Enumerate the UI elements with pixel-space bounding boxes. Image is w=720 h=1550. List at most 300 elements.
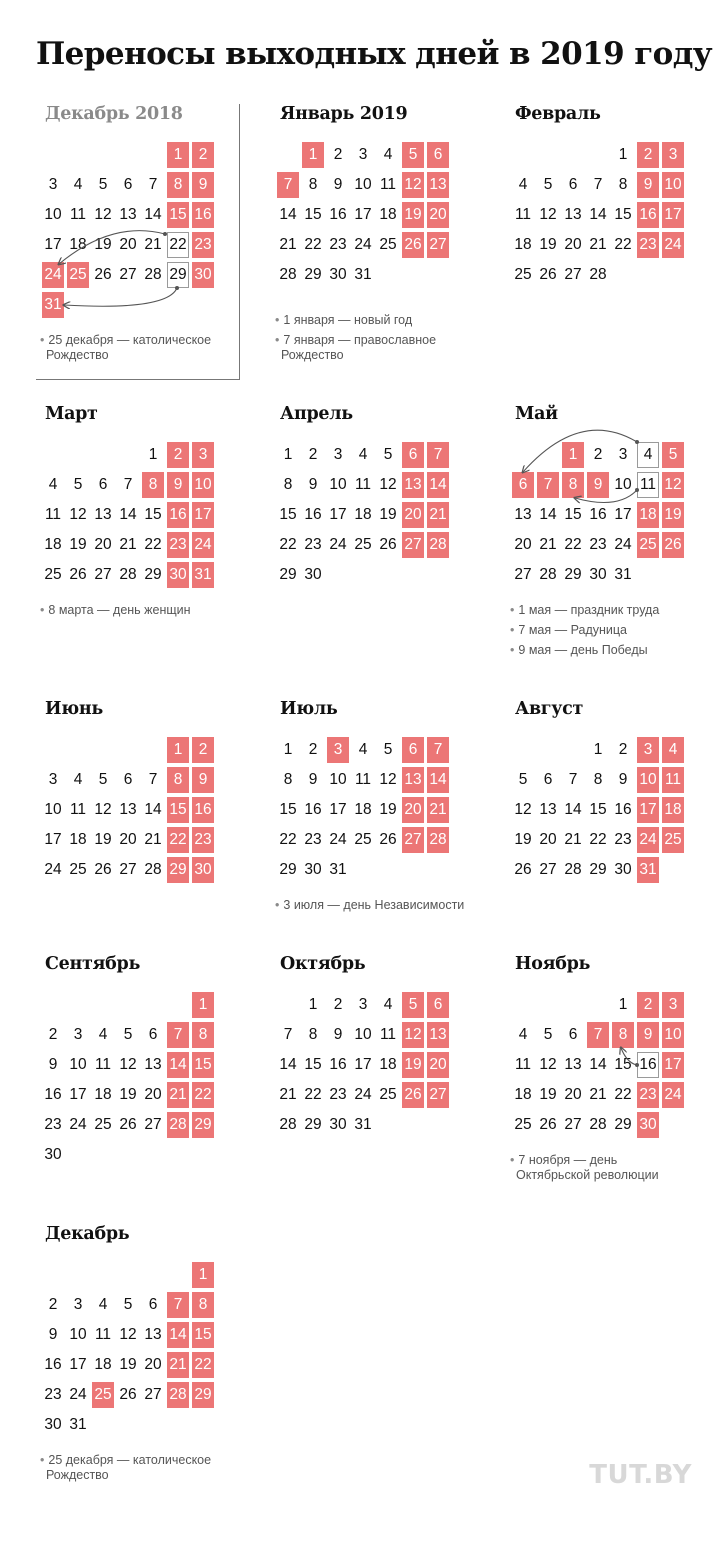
day-jan-23: 23	[329, 236, 347, 253]
day-apr-1: 1	[283, 446, 293, 463]
day-aug-2: 2	[618, 741, 628, 758]
day-apr-9: 9	[308, 476, 318, 493]
day-jul-12: 12	[379, 771, 397, 788]
day-sep-29: 29	[192, 1112, 214, 1138]
day-mar-28: 28	[119, 566, 137, 583]
day-oct-9: 9	[333, 1026, 343, 1043]
day-dec-2018-11: 11	[69, 206, 87, 223]
note-text: Октябрьской революции	[516, 1168, 659, 1182]
note-bullet: •	[275, 333, 280, 347]
day-jun-23: 23	[192, 827, 214, 853]
day-jun-9: 9	[192, 767, 214, 793]
day-sep-15: 15	[192, 1052, 214, 1078]
day-jan-20: 20	[427, 202, 449, 228]
day-jun-7: 7	[148, 771, 158, 788]
day-may-23: 23	[589, 536, 607, 553]
day-sep-16: 16	[44, 1086, 62, 1103]
day-mar-25: 25	[44, 566, 62, 583]
day-oct-28: 28	[279, 1116, 297, 1133]
month-title-feb: Февраль	[515, 104, 601, 124]
day-jul-10: 10	[329, 771, 347, 788]
day-feb-28: 28	[589, 266, 607, 283]
day-jul-3: 3	[327, 737, 349, 763]
transfer-arrow-origin-dot	[175, 286, 179, 290]
day-jan-7: 7	[277, 172, 299, 198]
day-jun-13: 13	[119, 801, 137, 818]
day-jan-14: 14	[279, 206, 297, 223]
day-apr-21: 21	[427, 502, 449, 528]
transfer-arrow-dec-2018-29-to-31	[64, 288, 177, 306]
month-title-dec: Декабрь	[45, 1224, 130, 1244]
day-oct-24: 24	[354, 1086, 372, 1103]
day-may-7: 7	[537, 472, 559, 498]
day-apr-14: 14	[427, 472, 449, 498]
day-oct-12: 12	[402, 1022, 424, 1048]
month-title-mar: Март	[45, 404, 98, 424]
day-apr-20: 20	[402, 502, 424, 528]
day-oct-21: 21	[279, 1086, 297, 1103]
day-mar-4: 4	[48, 476, 58, 493]
day-feb-26: 26	[539, 266, 557, 283]
day-jun-5: 5	[98, 771, 108, 788]
day-mar-13: 13	[94, 506, 112, 523]
day-apr-15: 15	[279, 506, 297, 523]
day-sep-18: 18	[94, 1086, 112, 1103]
day-sep-20: 20	[144, 1086, 162, 1103]
day-jan-27: 27	[427, 232, 449, 258]
day-jul-29: 29	[279, 861, 297, 878]
day-jun-25: 25	[69, 861, 87, 878]
transfer-arrow-origin-dot	[163, 232, 167, 236]
day-jun-8: 8	[167, 767, 189, 793]
day-jul-4: 4	[358, 741, 368, 758]
note-bullet: •	[40, 603, 45, 617]
day-sep-6: 6	[148, 1026, 158, 1043]
day-apr-3: 3	[333, 446, 343, 463]
day-oct-31: 31	[354, 1116, 372, 1133]
day-jul-15: 15	[279, 801, 297, 818]
day-feb-25: 25	[514, 266, 532, 283]
day-jan-26: 26	[402, 232, 424, 258]
day-nov-12: 12	[539, 1056, 557, 1073]
day-may-1: 1	[562, 442, 584, 468]
day-feb-3: 3	[662, 142, 684, 168]
day-aug-18: 18	[662, 797, 684, 823]
month-title-oct: Октябрь	[280, 954, 366, 974]
day-sep-1: 1	[192, 992, 214, 1018]
day-jul-30: 30	[304, 861, 322, 878]
day-dec-20: 20	[144, 1356, 162, 1373]
day-may-20: 20	[514, 536, 532, 553]
day-jul-8: 8	[283, 771, 293, 788]
note-bullet: •	[510, 643, 515, 657]
note-text: Рождество	[46, 1468, 109, 1482]
day-jun-12: 12	[94, 801, 112, 818]
note-bullet: •	[40, 1453, 45, 1467]
day-mar-10: 10	[192, 472, 214, 498]
day-nov-28: 28	[589, 1116, 607, 1133]
day-oct-5: 5	[402, 992, 424, 1018]
day-aug-21: 21	[564, 831, 582, 848]
day-feb-16: 16	[637, 202, 659, 228]
day-dec-9: 9	[48, 1326, 58, 1343]
day-jan-16: 16	[329, 206, 347, 223]
day-jan-5: 5	[402, 142, 424, 168]
day-dec-2018-14: 14	[144, 206, 162, 223]
day-dec-5: 5	[123, 1296, 133, 1313]
day-sep-12: 12	[119, 1056, 137, 1073]
day-apr-19: 19	[379, 506, 397, 523]
day-jun-22: 22	[167, 827, 189, 853]
note-bullet: •	[275, 313, 280, 327]
day-may-26: 26	[662, 532, 684, 558]
day-jan-6: 6	[427, 142, 449, 168]
day-oct-17: 17	[354, 1056, 372, 1073]
day-jan-28: 28	[279, 266, 297, 283]
day-mar-30: 30	[167, 562, 189, 588]
day-may-12: 12	[662, 472, 684, 498]
day-feb-23: 23	[637, 232, 659, 258]
day-feb-4: 4	[518, 176, 528, 193]
day-aug-7: 7	[568, 771, 578, 788]
day-dec-31: 31	[69, 1416, 87, 1433]
day-jun-28: 28	[144, 861, 162, 878]
day-nov-1: 1	[618, 996, 628, 1013]
day-jan-2: 2	[333, 146, 343, 163]
day-aug-30: 30	[614, 861, 632, 878]
day-nov-8: 8	[612, 1022, 634, 1048]
day-sep-30: 30	[44, 1146, 62, 1163]
day-jun-3: 3	[48, 771, 58, 788]
day-nov-26: 26	[539, 1116, 557, 1133]
day-dec-2018-20: 20	[119, 236, 137, 253]
day-dec-11: 11	[94, 1326, 112, 1343]
day-oct-14: 14	[279, 1056, 297, 1073]
day-jul-27: 27	[402, 827, 424, 853]
month-title-dec-2018: Декабрь 2018	[45, 104, 183, 124]
day-nov-3: 3	[662, 992, 684, 1018]
day-jul-5: 5	[383, 741, 393, 758]
day-nov-9: 9	[637, 1022, 659, 1048]
day-may-3: 3	[618, 446, 628, 463]
day-dec-2018-4: 4	[73, 176, 83, 193]
day-feb-20: 20	[564, 236, 582, 253]
day-jan-8: 8	[308, 176, 318, 193]
day-aug-13: 13	[539, 801, 557, 818]
day-sep-28: 28	[167, 1112, 189, 1138]
day-jun-27: 27	[119, 861, 137, 878]
day-apr-5: 5	[383, 446, 393, 463]
day-may-18: 18	[637, 502, 659, 528]
day-aug-27: 27	[539, 861, 557, 878]
day-jan-29: 29	[304, 266, 322, 283]
day-dec-2018-3: 3	[48, 176, 58, 193]
day-nov-14: 14	[589, 1056, 607, 1073]
day-feb-9: 9	[637, 172, 659, 198]
day-oct-10: 10	[354, 1026, 372, 1043]
day-feb-17: 17	[662, 202, 684, 228]
month-title-may: Май	[515, 404, 558, 424]
day-jun-16: 16	[192, 797, 214, 823]
day-jul-2: 2	[308, 741, 318, 758]
day-aug-6: 6	[543, 771, 553, 788]
day-nov-7: 7	[587, 1022, 609, 1048]
day-dec-2018-7: 7	[148, 176, 158, 193]
day-jul-17: 17	[329, 801, 347, 818]
note-bullet: •	[510, 623, 515, 637]
day-dec-1: 1	[192, 1262, 214, 1288]
day-jul-22: 22	[279, 831, 297, 848]
day-sep-22: 22	[192, 1082, 214, 1108]
day-jun-26: 26	[94, 861, 112, 878]
day-nov-5: 5	[543, 1026, 553, 1043]
day-dec-28: 28	[167, 1382, 189, 1408]
day-may-15: 15	[564, 506, 582, 523]
day-mar-15: 15	[144, 506, 162, 523]
day-sep-17: 17	[69, 1086, 87, 1103]
day-dec-2018-10: 10	[44, 206, 62, 223]
day-dec-2018-1: 1	[167, 142, 189, 168]
day-may-19: 19	[662, 502, 684, 528]
day-nov-22: 22	[614, 1086, 632, 1103]
day-may-30: 30	[589, 566, 607, 583]
day-dec-2018-23: 23	[192, 232, 214, 258]
day-nov-15: 15	[614, 1056, 632, 1073]
day-nov-25: 25	[514, 1116, 532, 1133]
day-oct-25: 25	[379, 1086, 397, 1103]
day-feb-15: 15	[614, 206, 632, 223]
day-apr-25: 25	[354, 536, 372, 553]
day-dec-2018-6: 6	[123, 176, 133, 193]
day-jul-18: 18	[354, 801, 372, 818]
day-oct-22: 22	[304, 1086, 322, 1103]
day-sep-2: 2	[48, 1026, 58, 1043]
day-jul-13: 13	[402, 767, 424, 793]
day-may-24: 24	[614, 536, 632, 553]
note-text: Рождество	[281, 348, 344, 362]
day-nov-20: 20	[564, 1086, 582, 1103]
day-aug-15: 15	[589, 801, 607, 818]
day-mar-2: 2	[167, 442, 189, 468]
day-dec-10: 10	[69, 1326, 87, 1343]
note-text: 7 мая — Радуница	[518, 623, 627, 637]
day-nov-4: 4	[518, 1026, 528, 1043]
day-jul-9: 9	[308, 771, 318, 788]
day-dec-2018-26: 26	[94, 266, 112, 283]
day-may-22: 22	[564, 536, 582, 553]
day-dec-29: 29	[192, 1382, 214, 1408]
day-feb-14: 14	[589, 206, 607, 223]
day-aug-8: 8	[593, 771, 603, 788]
day-may-27: 27	[514, 566, 532, 583]
day-jul-31: 31	[329, 861, 347, 878]
day-may-16: 16	[589, 506, 607, 523]
day-feb-21: 21	[589, 236, 607, 253]
day-jun-4: 4	[73, 771, 83, 788]
day-aug-29: 29	[589, 861, 607, 878]
day-jan-1: 1	[302, 142, 324, 168]
day-sep-19: 19	[119, 1086, 137, 1103]
day-dec-2018-13: 13	[119, 206, 137, 223]
day-jan-17: 17	[354, 206, 372, 223]
day-mar-17: 17	[192, 502, 214, 528]
day-feb-7: 7	[593, 176, 603, 193]
day-mar-31: 31	[192, 562, 214, 588]
day-apr-8: 8	[283, 476, 293, 493]
day-jul-20: 20	[402, 797, 424, 823]
day-nov-2: 2	[637, 992, 659, 1018]
note-text: 1 мая — праздник труда	[518, 603, 660, 617]
day-oct-8: 8	[308, 1026, 318, 1043]
transfer-arrow-may-11-to-8	[575, 490, 637, 503]
day-may-11: 11	[637, 472, 659, 498]
day-feb-8: 8	[618, 176, 628, 193]
day-dec-2018-27: 27	[119, 266, 137, 283]
day-nov-19: 19	[539, 1086, 557, 1103]
day-may-2: 2	[593, 446, 603, 463]
day-feb-22: 22	[614, 236, 632, 253]
day-jan-25: 25	[379, 236, 397, 253]
day-mar-19: 19	[69, 536, 87, 553]
day-mar-26: 26	[69, 566, 87, 583]
day-dec-24: 24	[69, 1386, 87, 1403]
day-jan-9: 9	[333, 176, 343, 193]
day-apr-11: 11	[354, 476, 372, 493]
day-mar-3: 3	[192, 442, 214, 468]
day-dec-27: 27	[144, 1386, 162, 1403]
day-dec-2018-9: 9	[192, 172, 214, 198]
day-nov-29: 29	[614, 1116, 632, 1133]
day-sep-21: 21	[167, 1082, 189, 1108]
day-aug-4: 4	[662, 737, 684, 763]
day-jun-30: 30	[192, 857, 214, 883]
day-aug-22: 22	[589, 831, 607, 848]
day-aug-3: 3	[637, 737, 659, 763]
day-may-21: 21	[539, 536, 557, 553]
day-mar-9: 9	[167, 472, 189, 498]
day-dec-4: 4	[98, 1296, 108, 1313]
day-feb-18: 18	[514, 236, 532, 253]
day-jun-11: 11	[69, 801, 87, 818]
day-jul-21: 21	[427, 797, 449, 823]
day-mar-11: 11	[44, 506, 62, 523]
day-dec-21: 21	[167, 1352, 189, 1378]
day-apr-7: 7	[427, 442, 449, 468]
day-oct-15: 15	[304, 1056, 322, 1073]
day-nov-17: 17	[662, 1052, 684, 1078]
day-apr-22: 22	[279, 536, 297, 553]
note-text: 1 января — новый год	[283, 313, 413, 327]
day-apr-16: 16	[304, 506, 322, 523]
day-oct-7: 7	[283, 1026, 293, 1043]
note-bullet: •	[40, 333, 45, 347]
day-feb-10: 10	[662, 172, 684, 198]
day-oct-16: 16	[329, 1056, 347, 1073]
day-aug-28: 28	[564, 861, 582, 878]
day-dec-2018-19: 19	[94, 236, 112, 253]
day-feb-6: 6	[568, 176, 578, 193]
day-apr-24: 24	[329, 536, 347, 553]
note-text: 25 декабря — католическое	[48, 1453, 212, 1467]
day-dec-2018-31: 31	[42, 292, 64, 318]
day-aug-10: 10	[637, 767, 659, 793]
note-text: 8 марта — день женщин	[48, 603, 191, 617]
day-dec-2: 2	[48, 1296, 58, 1313]
month-title-jan: Январь 2019	[280, 104, 408, 124]
day-aug-16: 16	[614, 801, 632, 818]
day-apr-6: 6	[402, 442, 424, 468]
day-jun-20: 20	[119, 831, 137, 848]
day-dec-7: 7	[167, 1292, 189, 1318]
day-jan-3: 3	[358, 146, 368, 163]
day-nov-6: 6	[568, 1026, 578, 1043]
day-feb-13: 13	[564, 206, 582, 223]
day-aug-25: 25	[662, 827, 684, 853]
note-bullet: •	[275, 898, 280, 912]
day-sep-23: 23	[44, 1116, 62, 1133]
day-dec-2018-29: 29	[167, 262, 189, 288]
day-mar-12: 12	[69, 506, 87, 523]
day-jun-6: 6	[123, 771, 133, 788]
day-jul-14: 14	[427, 767, 449, 793]
day-jun-21: 21	[144, 831, 162, 848]
day-dec-30: 30	[44, 1416, 62, 1433]
day-may-10: 10	[614, 476, 632, 493]
day-dec-2018-12: 12	[94, 206, 112, 223]
day-mar-1: 1	[148, 446, 158, 463]
note-text: 7 января — православное	[283, 333, 437, 347]
day-jun-17: 17	[44, 831, 62, 848]
day-dec-2018-30: 30	[192, 262, 214, 288]
page-title: Переносы выходных дней в 2019 году	[36, 36, 713, 72]
note-text: 7 ноября — день	[518, 1153, 618, 1167]
day-aug-9: 9	[618, 771, 628, 788]
day-aug-23: 23	[614, 831, 632, 848]
day-apr-26: 26	[379, 536, 397, 553]
day-apr-27: 27	[402, 532, 424, 558]
day-apr-12: 12	[379, 476, 397, 493]
day-mar-24: 24	[192, 532, 214, 558]
day-aug-11: 11	[662, 767, 684, 793]
day-may-25: 25	[637, 532, 659, 558]
day-aug-12: 12	[514, 801, 532, 818]
day-mar-22: 22	[144, 536, 162, 553]
month-title-jun: Июнь	[45, 699, 103, 719]
day-dec-22: 22	[192, 1352, 214, 1378]
day-may-29: 29	[564, 566, 582, 583]
day-jun-24: 24	[44, 861, 62, 878]
day-oct-19: 19	[402, 1052, 424, 1078]
day-jan-10: 10	[354, 176, 372, 193]
day-oct-4: 4	[383, 996, 393, 1013]
day-dec-2018-8: 8	[167, 172, 189, 198]
day-jun-15: 15	[167, 797, 189, 823]
note-text: 3 июля — день Независимости	[283, 898, 465, 912]
day-feb-19: 19	[539, 236, 557, 253]
day-jan-18: 18	[379, 206, 397, 223]
day-aug-20: 20	[539, 831, 557, 848]
day-mar-20: 20	[94, 536, 112, 553]
day-oct-23: 23	[329, 1086, 347, 1103]
day-sep-25: 25	[94, 1116, 112, 1133]
month-title-aug: Август	[515, 699, 584, 719]
day-jun-10: 10	[44, 801, 62, 818]
day-mar-29: 29	[144, 566, 162, 583]
day-sep-26: 26	[119, 1116, 137, 1133]
day-oct-20: 20	[427, 1052, 449, 1078]
day-dec-14: 14	[167, 1322, 189, 1348]
day-sep-7: 7	[167, 1022, 189, 1048]
